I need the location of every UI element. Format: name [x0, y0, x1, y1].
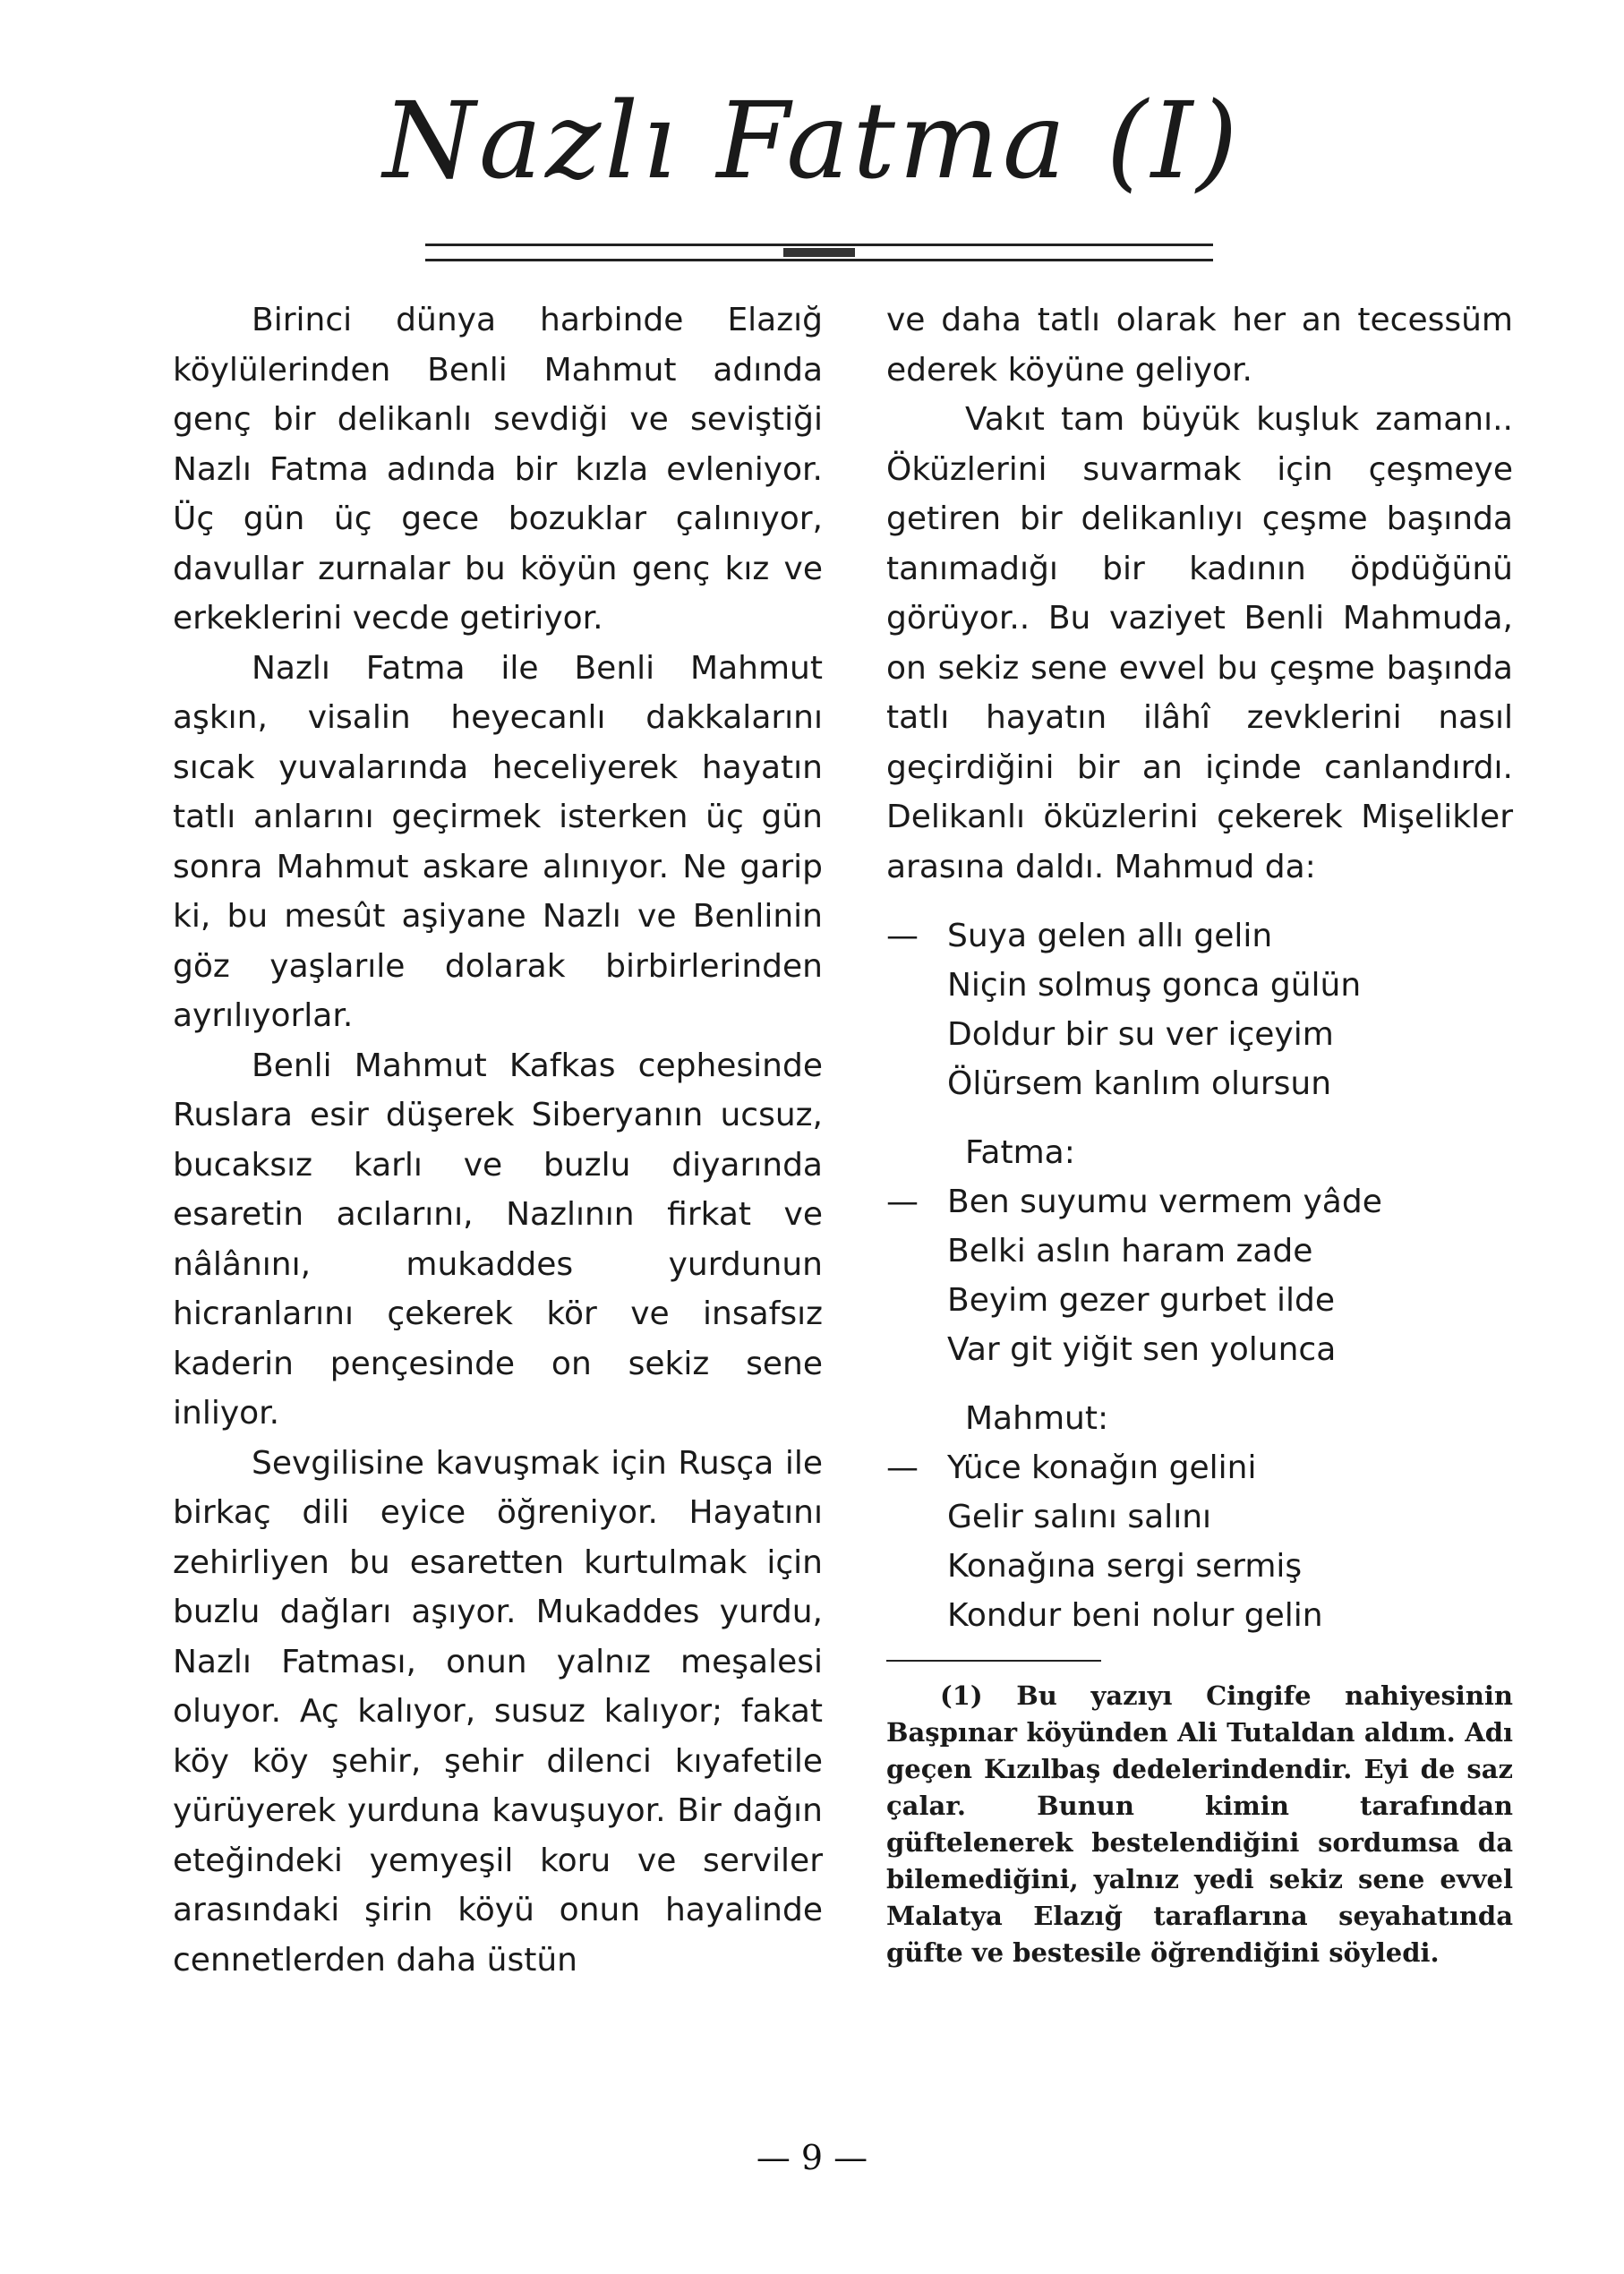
stanza-1: [886, 911, 1513, 1108]
paragraph: Sevgilisine kavuşmak için Rusça ile birkaç dili eyice öğreniyor. Hayatını zehirliyen bu esaretten kurtulmak için buzlu dağları aşıyor. Mukaddes yurdu, Nazlı Fatması, onun yalnız meşalesi oluyor. Aç kalıyor, susuz kalıyor; fakat köy köy şehir, şehir dilenci kıyafetile yürüyerek yurduna kavuşuyor. Bir dağın eteğindeki yemyeşil koru ve serviler arasındaki şirin köyü onun hayalinde cennetlerden daha üstün: [173, 1444, 823, 1979]
paragraph: Benli Mahmut Kafkas cephesinde Ruslara esir düşerek Siberyanın ucsuz, bucaksız karlı ve buzlu diyarında esaretin acılarını, Nazlının firkat ve nâlânını, mukaddes yurdunun hicranlarını çekerek kör ve insafsız kaderin pençesinde on sekiz sene inliyor.: [173, 1047, 823, 1432]
page-title: Nazlı Fatma (I): [382, 79, 1242, 202]
paragraph: Vakıt tam büyük kuşluk zamanı.. Öküzlerini suvarmak için çeşmeye getiren bir delikanlıyı çeşme başında tanımadığı bir kadının öpdüğünü görüyor.. Bu vaziyet Benli Mahmuda, on sekiz sene evvel bu çeşme başında tatlı hayatın ilâhî zevklerini nasıl geçirdiğini bir an içinde canlandırdı. Delikanlı öküzlerini çekerek Mişelikler arasına daldı. Mahmud da:: [886, 401, 1513, 885]
page-number: — 9 —: [756, 2138, 868, 2177]
poem-line: Doldur bir su ver içeyim: [947, 1016, 1334, 1053]
dash: —: [886, 1449, 919, 1486]
stanza-2: [886, 1177, 1513, 1374]
left-column: [173, 295, 823, 1985]
poem: [886, 911, 1513, 1640]
title-rule-ornament: [783, 248, 855, 257]
paragraph: Nazlı Fatma ile Benli Mahmut aşkın, visalin heyecanlı dakkalarını sıcak yuvalarında heceliyerek hayatın tatlı anlarını geçirmek isterken üç gün sonra Mahmut askare alınıyor. Ne garip ki, bu mesût aşiyane Nazlı ve Benlinin göz yaşlarıle dolarak birbirlerinden ayrılıyorlar.: [173, 649, 823, 1034]
paragraph-continuation: ve daha tatlı olarak her an tecessüm ederek köyüne geliyor.: [886, 302, 1513, 389]
speaker-label: Mahmut:: [965, 1400, 1109, 1437]
footnote: [886, 1678, 1513, 1971]
speaker-label: Fatma:: [965, 1134, 1075, 1171]
title-rule: [425, 244, 1213, 261]
poem-line: Niçin solmuş gonca gülün: [947, 967, 1362, 1004]
poem-line: Kondur beni nolur gelin: [947, 1597, 1323, 1634]
footnote-mark: (1): [940, 1680, 983, 1711]
footnote-rule: [886, 1660, 1101, 1662]
poem-line: Var git yiğit sen yolunca: [947, 1331, 1337, 1368]
dash: —: [886, 918, 919, 954]
poem-line: — Suya gelen allı gelin: [886, 911, 1513, 961]
poem-line: — Yüce konağın gelini: [886, 1443, 1513, 1492]
poem-line: Gelir salını salını: [947, 1499, 1212, 1535]
paragraph: Birinci dünya harbinde Elazığ köylülerinden Benli Mahmut adında genç bir delikanlı sevdiği ve seviştiği Nazlı Fatma adında bir kızla evleniyor. Üç gün üç gece bozuklar çalınıyor, davullar zurnalar bu köyün genç kız ve erkeklerini vecde getiriyor.: [173, 302, 823, 637]
right-column: [886, 295, 1513, 1971]
dash: —: [886, 1184, 919, 1220]
poem-line: Konağına sergi sermiş: [947, 1548, 1303, 1585]
footnote-text: Bu yazıyı Cingife nahiyesinin Başpınar köyünden Ali Tutaldan aldım. Adı geçen Kızılbaş dedelerindendir. Eyi de saz çalar. Bunun kimin tarafından güftelenerek bestelendiğini sordumsa da bilemediğini, yalnız yedi sekiz sene evvel Malatya Elazığ taraflarına seyahatında güfte ve bestesile öğrendiğini söyledi.: [886, 1680, 1513, 1968]
poem-line: Beyim gezer gurbet ilde: [947, 1282, 1335, 1319]
poem-line: — Ben suyumu vermem yâde: [886, 1177, 1513, 1227]
poem-line: Belki aslın haram zade: [947, 1233, 1313, 1270]
stanza-3: [886, 1443, 1513, 1640]
poem-line: Ölürsem kanlım olursun: [947, 1065, 1332, 1102]
